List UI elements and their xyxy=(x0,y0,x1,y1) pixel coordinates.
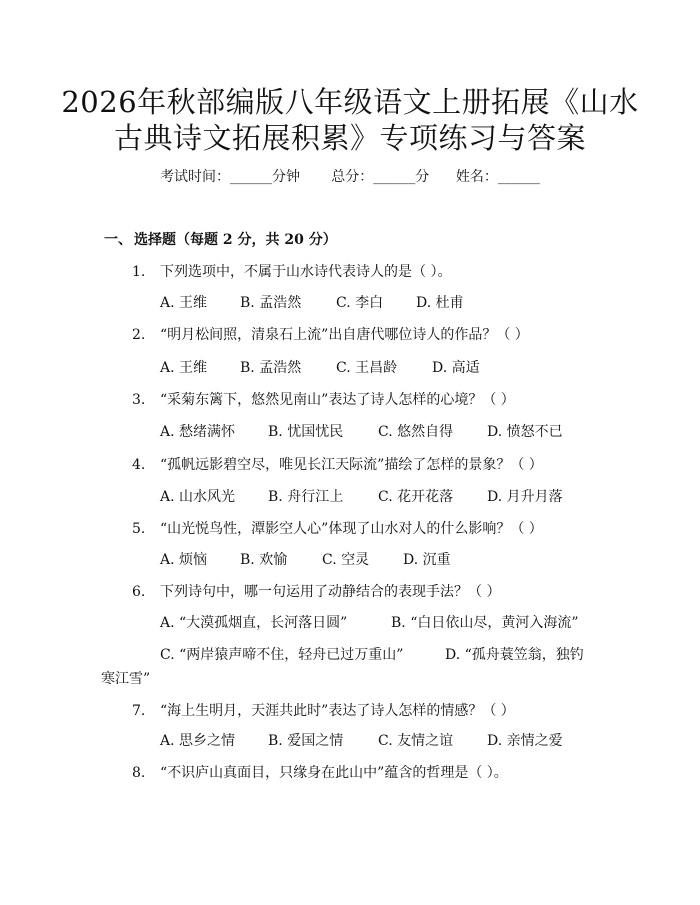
option-d: D. 亲情之爱 xyxy=(487,733,563,749)
question-4 xyxy=(132,454,543,474)
option-b: B. 舟行江上 xyxy=(268,489,344,505)
option-c: C. 悠然自得 xyxy=(378,424,454,440)
question-number: 6. xyxy=(132,584,146,600)
question-2 xyxy=(132,324,529,344)
option-d: D. “孤舟蓑笠翁，独钓 xyxy=(445,647,584,663)
question-6 xyxy=(132,581,500,601)
option-a: A. 王维 xyxy=(160,360,208,376)
option-b: B. 忧国忧民 xyxy=(268,424,344,440)
option-b: B. 孟浩然 xyxy=(240,360,302,376)
option-a: A. 愁绪满怀 xyxy=(160,424,236,440)
option-d: D. 高适 xyxy=(432,360,480,376)
question-text: “孤帆远影碧空尽，唯见长江天际流”描绘了怎样的景象？（ ） xyxy=(160,457,543,473)
question-text: “不识庐山真面目，只缘身在此山中”蕴含的哲理是（ ）。 xyxy=(160,765,508,781)
question-text: 下列选项中，不属于山水诗代表诗人的是（ ）。 xyxy=(160,264,452,280)
question-3 xyxy=(132,389,515,409)
question-number: 4. xyxy=(132,457,146,473)
option-d: D. 愤怒不已 xyxy=(487,424,563,440)
question-8 xyxy=(132,762,508,782)
question-1 xyxy=(132,261,451,281)
document-title-line-2: 古典诗文拓展积累》专项练习与答案 xyxy=(113,121,586,155)
option-b: B. 爱国之情 xyxy=(268,733,344,749)
option-a: A. “大漠孤烟直，长河落日圆” xyxy=(160,615,348,631)
exam-info xyxy=(0,166,700,186)
name-field: 姓名：______ xyxy=(455,169,540,185)
option-a: A. 王维 xyxy=(160,295,208,311)
question-5 xyxy=(132,518,543,538)
question-number: 1. xyxy=(132,264,146,280)
section-heading xyxy=(104,229,337,249)
option-b: B. 欢愉 xyxy=(240,552,288,568)
option-c: C. 王昌龄 xyxy=(336,360,398,376)
total-score-field: 总分：______分 xyxy=(331,169,430,185)
question-text: “采菊东篱下，悠然见南山”表达了诗人怎样的心境？（ ） xyxy=(160,392,515,408)
exam-time-field: 考试时间：______分钟 xyxy=(160,169,301,185)
section-number: 一、 xyxy=(104,232,132,248)
question-text: “山光悦鸟性，潭影空人心”体现了山水对人的什么影响？（ ） xyxy=(160,521,543,537)
question-number: 5. xyxy=(132,521,146,537)
option-c: C. 友情之谊 xyxy=(378,733,454,749)
option-c: C. “两岸猿声啼不住，轻舟已过万重山” xyxy=(160,647,404,663)
option-c: C. 空灵 xyxy=(322,552,370,568)
option-b: B. 孟浩然 xyxy=(240,295,302,311)
question-text: 下列诗句中，哪一句运用了动静结合的表现手法？（ ） xyxy=(160,584,501,600)
question-number: 2. xyxy=(132,327,146,343)
question-7 xyxy=(132,700,515,720)
option-d: D. 沉重 xyxy=(403,552,451,568)
document-title-line-1: 2026年秋部编版八年级语文上册拓展《山水 xyxy=(61,85,639,119)
option-a: A. 山水风光 xyxy=(160,489,236,505)
option-c: C. 花开花落 xyxy=(378,489,454,505)
option-a: A. 思乡之情 xyxy=(160,733,236,749)
option-d-continuation: 寒江雪” xyxy=(101,671,151,687)
section-title: 选择题（每题 2 分，共 20 分） xyxy=(134,232,337,248)
question-number: 7. xyxy=(132,703,146,719)
question-text: “海上生明月，天涯共此时”表达了诗人怎样的情感？（ ） xyxy=(160,703,515,719)
option-d: D. 月升月落 xyxy=(487,489,563,505)
option-d: D. 杜甫 xyxy=(416,295,464,311)
option-c: C. 李白 xyxy=(336,295,384,311)
question-text: “明月松间照，清泉石上流”出自唐代哪位诗人的作品？（ ） xyxy=(160,327,529,343)
question-number: 8. xyxy=(132,765,146,781)
question-number: 3. xyxy=(132,392,146,408)
option-a: A. 烦恼 xyxy=(160,552,208,568)
option-b: B. “白日依山尽，黄河入海流” xyxy=(391,615,579,631)
